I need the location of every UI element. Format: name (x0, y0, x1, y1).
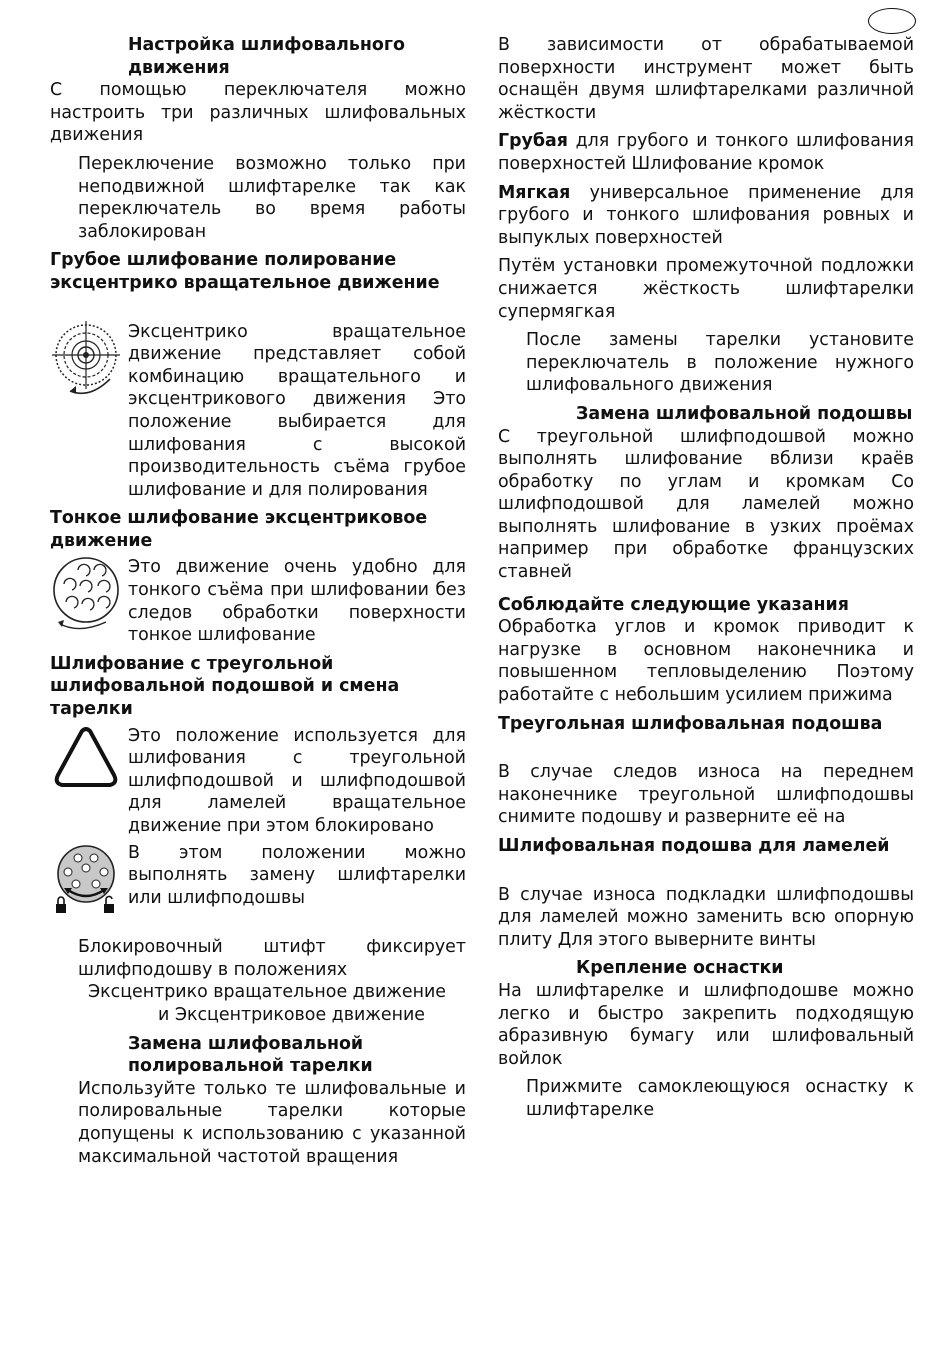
text-soft-pad: универсальное применение для грубого и тонкого шлифования ровных и выпуклых поверхностей (498, 182, 915, 248)
paragraph-base-replacement: С треугольной шлифподошвой можно выполнять шлифование вблизи краёв обработку по углам и кромкам Со шлифподошвой для ламелей можно выполнять шлифование в узких проёмах например при обработке французских ставней (498, 426, 914, 583)
heading-coarse-sanding: Грубое шлифование полирование эксцентрико вращательное движение (50, 250, 440, 293)
random-orbit-icon (50, 321, 128, 414)
orbital-block (50, 556, 466, 646)
label-soft: Мягкая (498, 182, 571, 203)
heading-attachment: Крепление оснастки (576, 958, 784, 979)
heading-instructions: Соблюдайте следующие указания (498, 594, 849, 615)
heading-base-replacement: Замена шлифовальной подошвы (576, 403, 913, 424)
paragraph-pad-change: В этом положении можно выполнять замену шлифтарелки или шлифподошвы (128, 842, 466, 908)
paragraph-attachment: На шлифтарелке и шлифподошве можно легко и быстро закрепить подходящую абразивную бумагу или шлифовальный войлок (498, 980, 914, 1069)
text-hard-pad: для грубого и тонкого шлифования поверхностей Шлифование кромок (498, 131, 914, 174)
paragraph-instructions: Обработка углов и кромок приводит к нагрузке в основном наконечника и повышенном тепловыделению Поэтому работайте с небольшим усилием прижима (498, 617, 914, 706)
heading-triangle-base: Треугольная шлифовальная подошва (498, 713, 883, 734)
triangle-icon (50, 725, 128, 802)
paragraph-selector-intro: С помощью переключателя можно настроить три различных шлифовальных движения (50, 80, 466, 146)
pad-change-lock-icon (50, 842, 128, 925)
paragraph-interface-pad: Путём установки промежуточной подложки снижается жёсткость шлифтарелки супермягкая (498, 256, 914, 322)
paragraph-after-replacement: После замены тарелки установите переключатель в положение нужного шлифовального движения (526, 330, 914, 396)
label-hard: Грубая (498, 131, 568, 152)
paragraph-random-orbit: Эксцентрико вращательное движение представляет собой комбинацию вращательного и эксцентрикового движения Это положение выбирается для шлифования с высокой производительность съёма грубое шлифование и для полирования (128, 321, 466, 500)
heading-lamella-base: Шлифовальная подошва для ламелей (498, 836, 890, 856)
right-column (498, 34, 914, 1122)
language-tab-oval (868, 8, 916, 34)
paragraph-triangle: Это положение используется для шлифования с треугольной шлифподошвой и шлифподошвой для ламелей вращательное движение при этом блокировано (128, 725, 466, 836)
heading-pad-replacement: Замена шлифовальной полировальной тарелки (128, 1033, 373, 1077)
paragraph-press-attachment: Прижмите самоклеющуюся оснастку к шлифтарелке (526, 1077, 914, 1120)
paragraph-locking-pin-position-2: и Эксцентриковое движение (158, 1004, 425, 1025)
paragraph-pad-hardness: В зависимости от обрабатываемой поверхности инструмент может быть оснащён двумя шлифтарелками различной жёсткости (498, 35, 914, 123)
pad-change-block (50, 842, 466, 925)
orbital-icon (50, 556, 128, 643)
paragraph-hard-pad (498, 130, 914, 175)
heading-fine-sanding: Тонкое шлифование эксцентриковое движение (50, 508, 428, 551)
heading-triangle-sanding: Шлифование с треугольной шлифовальной подошвой и смена тарелки (50, 653, 400, 720)
paragraph-locking-pin-position-1: Эксцентрико вращательное движение (88, 982, 446, 1003)
paragraph-locking-pin: Блокировочный штифт фиксирует шлифподошву в положениях (78, 937, 466, 980)
random-orbit-block (50, 321, 466, 502)
paragraph-soft-pad (498, 182, 914, 250)
paragraph-switch-note: Переключение возможно только при неподвижной шлифтарелке так как переключатель во время работы заблокирован (78, 153, 466, 242)
paragraph-orbital: Это движение очень удобно для тонкого съёма при шлифовании без следов обработки поверхности тонкое шлифование (128, 557, 466, 646)
triangle-block (50, 725, 466, 838)
paragraph-triangle-base: В случае следов износа на переднем наконечнике треугольной шлифподошвы снимите подошву и разверните её на (498, 762, 914, 828)
paragraph-lamella-base: В случае износа подкладки шлифподошвы для ламелей можно заменить всю опорную плиту Для этого выверните винты (498, 884, 914, 950)
heading-sanding-motion-setting: Настройка шлифовального движения (128, 35, 405, 78)
paragraph-pad-replacement: Используйте только те шлифовальные и полировальные тарелки которые допущены к использованию с указанной максимальной частотой вращения (78, 1078, 466, 1167)
left-column (50, 34, 466, 1168)
